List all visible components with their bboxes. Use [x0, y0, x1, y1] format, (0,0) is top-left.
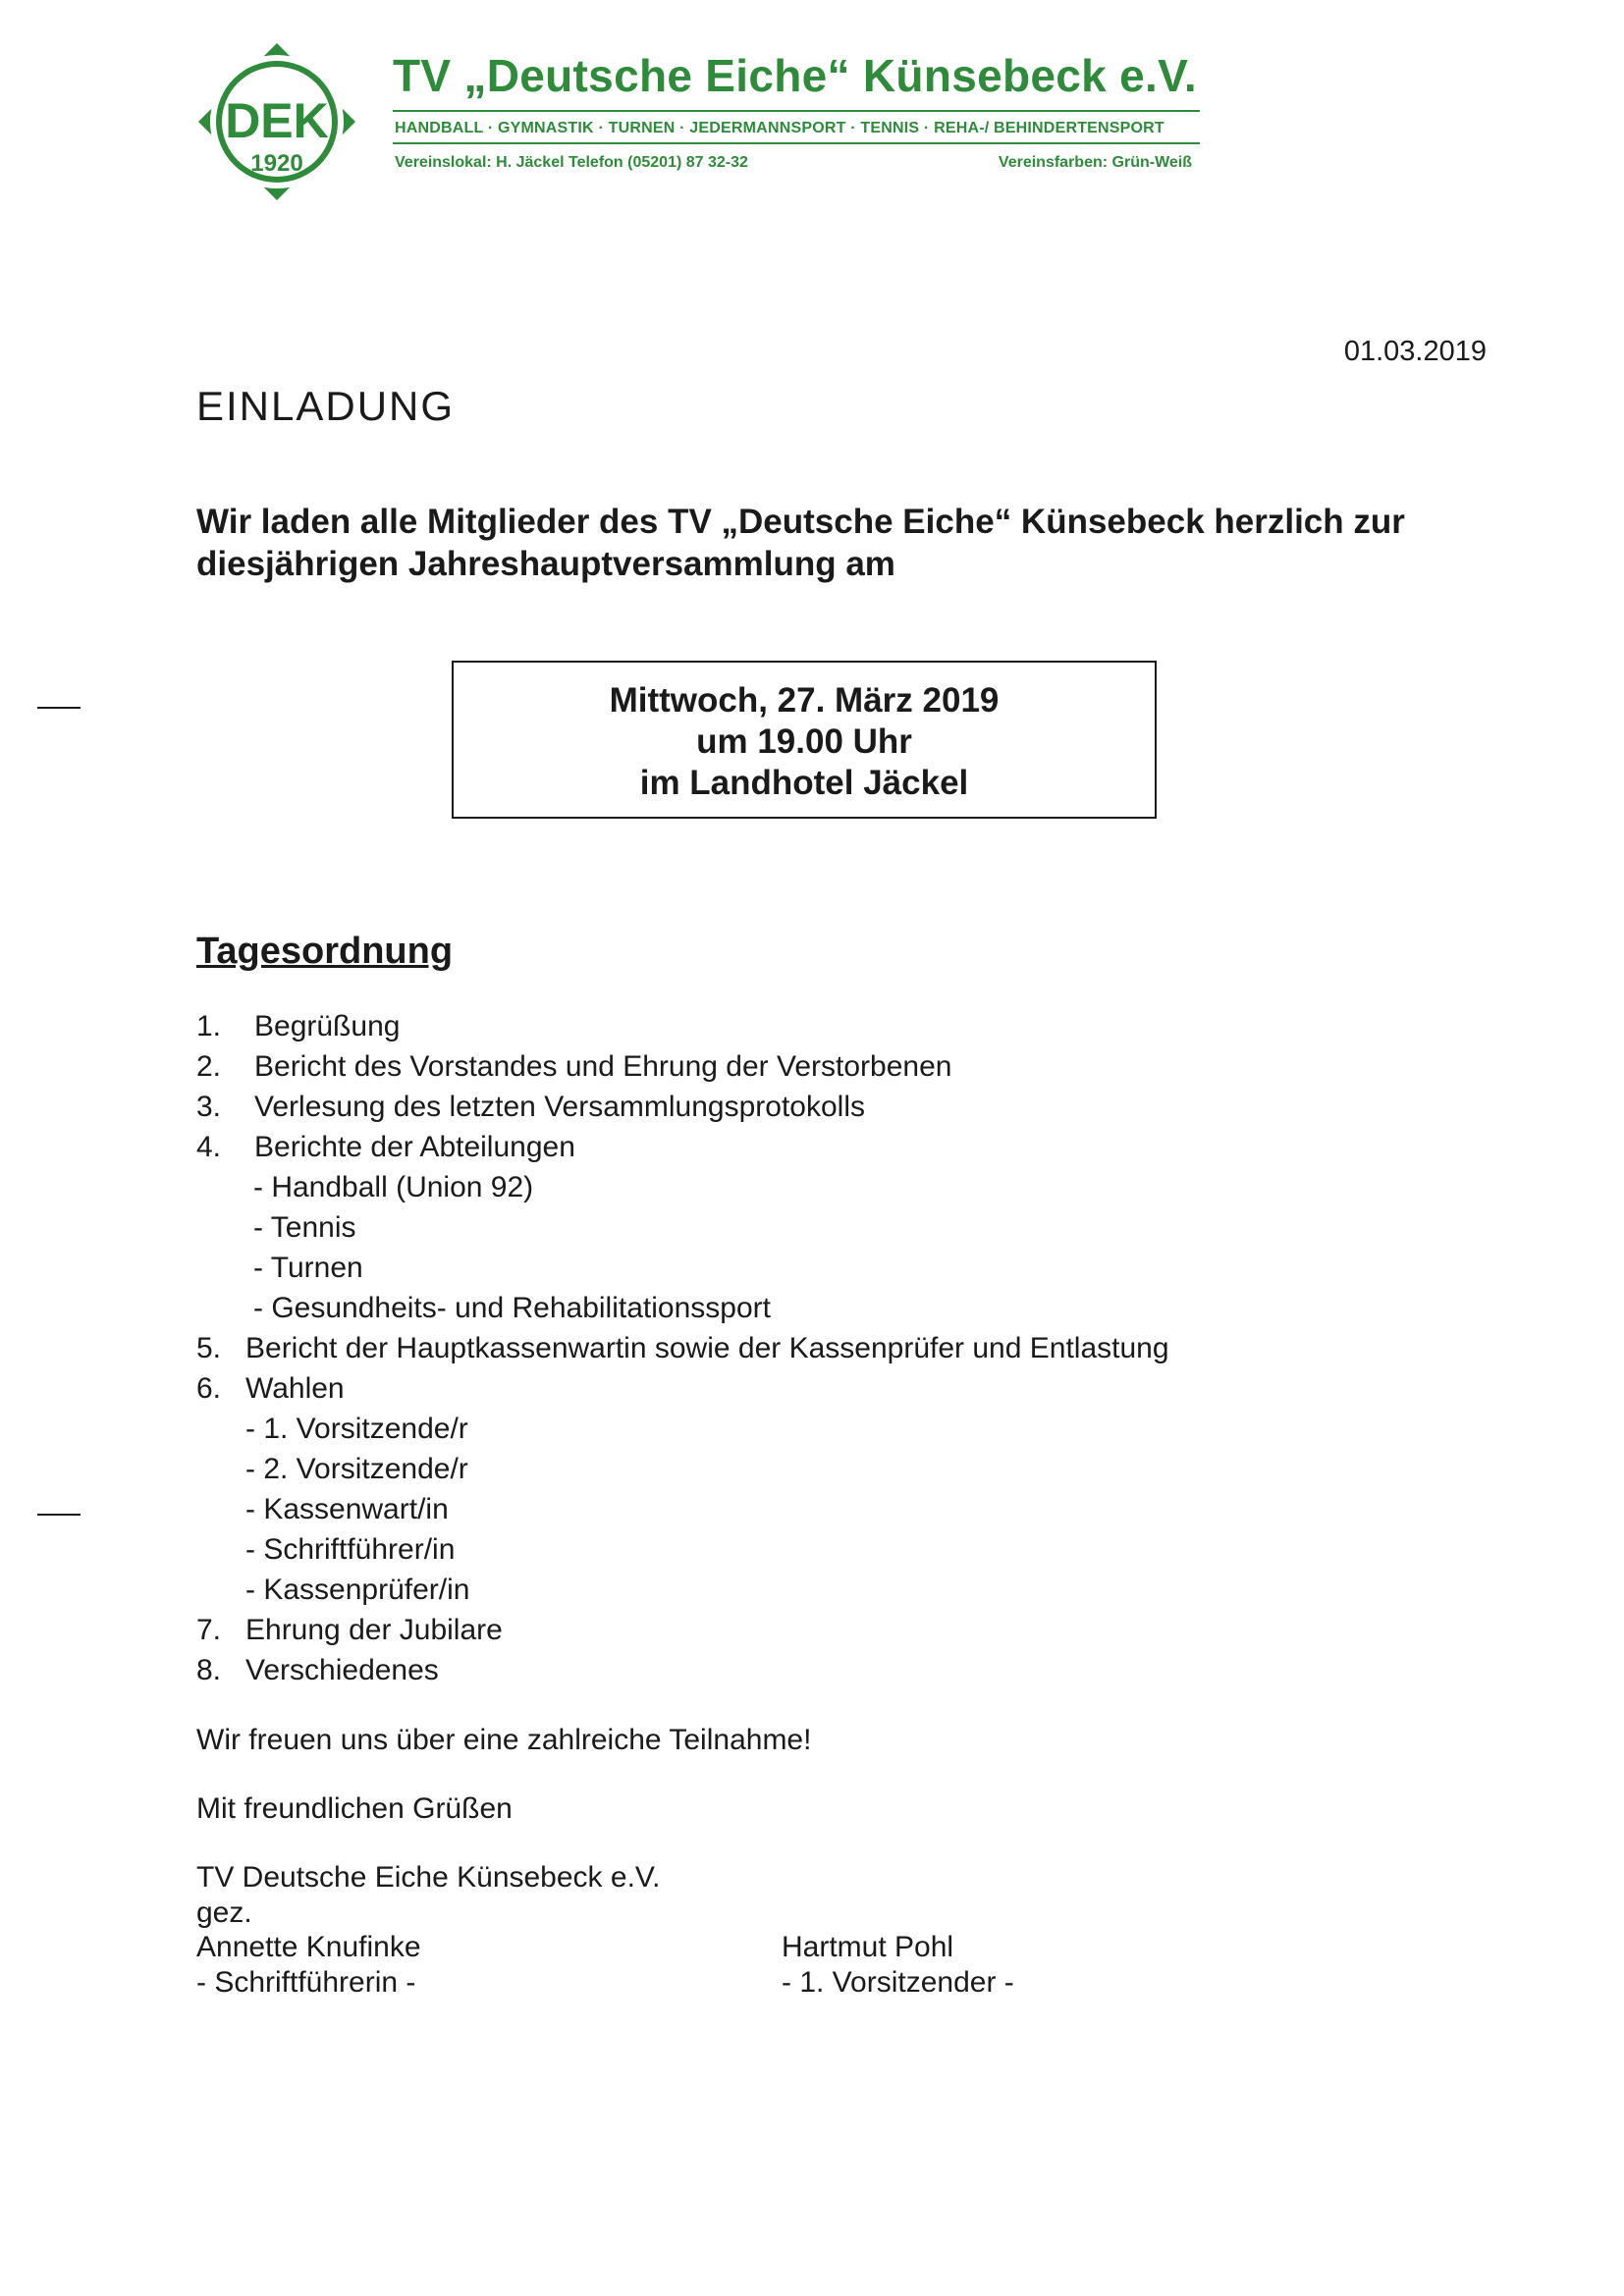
- agenda-item: 8. Verschiedenes: [196, 1654, 439, 1686]
- event-time: um 19.00 Uhr: [696, 722, 912, 761]
- signatory-role: - Schriftführerin -: [196, 1966, 416, 1999]
- header-rule-top: [393, 110, 1200, 112]
- closing-participation: Wir freuen uns über eine zahlreiche Teilnahme!: [196, 1724, 812, 1756]
- letter-title: EINLADUNG: [196, 383, 456, 429]
- event-date: Mittwoch, 27. März 2019: [609, 681, 1000, 720]
- event-place: im Landhotel Jäckel: [639, 764, 969, 802]
- closing-org: TV Deutsche Eiche Künsebeck e.V.: [196, 1861, 661, 1894]
- agenda-subitem: - 2. Vorsitzende/r: [245, 1453, 468, 1485]
- agenda-subitem: - Schriftführer/in: [245, 1533, 456, 1566]
- signatory-name: Annette Knufinke: [196, 1931, 421, 1963]
- agenda-subitem: - Tennis: [253, 1211, 356, 1244]
- agenda-item: 2. Bericht des Vorstandes und Ehrung der Verstorbenen: [196, 1050, 952, 1083]
- agenda-subitem: - Turnen: [253, 1252, 363, 1284]
- agenda-subitem: - 1. Vorsitzende/r: [245, 1413, 468, 1445]
- agenda-subitem: - Gesundheits- und Rehabilitationssport: [253, 1292, 771, 1324]
- logo-year: 1920: [250, 150, 303, 177]
- agenda-subitem: - Kassenprüfer/in: [245, 1574, 470, 1606]
- agenda-item: 1. Begrüßung: [196, 1010, 401, 1042]
- header-rule-bottom: [393, 142, 1200, 144]
- agenda-subitem: - Handball (Union 92): [253, 1171, 534, 1203]
- fold-mark-top: [37, 707, 81, 709]
- signatory-role: - 1. Vorsitzender -: [782, 1966, 1014, 1999]
- agenda-list: [196, 1006, 1169, 1690]
- club-name: TV „Deutsche Eiche“ Künsebeck e.V.: [393, 50, 1197, 101]
- closing-greeting: Mit freundlichen Grüßen: [196, 1792, 513, 1825]
- agenda-item: 6. Wahlen: [196, 1372, 345, 1405]
- signatory-left: [196, 1930, 421, 2001]
- club-colors: Vereinsfarben: Grün-Weiß: [998, 154, 1192, 171]
- signatory-right: [782, 1930, 1014, 2001]
- agenda-heading: Tagesordnung: [196, 931, 454, 972]
- closing-signed: gez.: [196, 1896, 252, 1929]
- agenda-item: 5. Bericht der Hauptkassenwartin sowie der Kassenprüfer und Entlastung: [196, 1332, 1169, 1364]
- signatory-name: Hartmut Pohl: [782, 1931, 954, 1963]
- letter-date: 01.03.2019: [1343, 336, 1487, 367]
- intro-paragraph: Wir laden alle Mitglieder des TV „Deutsche Eiche“ Künsebeck herzlich zur diesjährigen Jahreshauptversammlung am: [196, 503, 1405, 583]
- club-logo: [194, 39, 359, 204]
- agenda-item: 4. Berichte der Abteilungen: [196, 1131, 575, 1163]
- logo-letters: DEK: [225, 93, 329, 148]
- agenda-item: 7. Ehrung der Jubilare: [196, 1614, 503, 1646]
- event-box: [452, 661, 1157, 819]
- fold-mark-bottom: [37, 1514, 81, 1516]
- agenda-item: 3. Verlesung des letzten Versammlungsprotokolls: [196, 1091, 866, 1123]
- club-sports: HANDBALL · GYMNASTIK · TURNEN · JEDERMANNSPORT · TENNIS · REHA-/ BEHINDERTENSPORT: [395, 120, 1164, 136]
- agenda-subitem: - Kassenwart/in: [245, 1493, 449, 1525]
- club-venue: Vereinslokal: H. Jäckel Telefon (05201) 87 32-32: [395, 154, 748, 171]
